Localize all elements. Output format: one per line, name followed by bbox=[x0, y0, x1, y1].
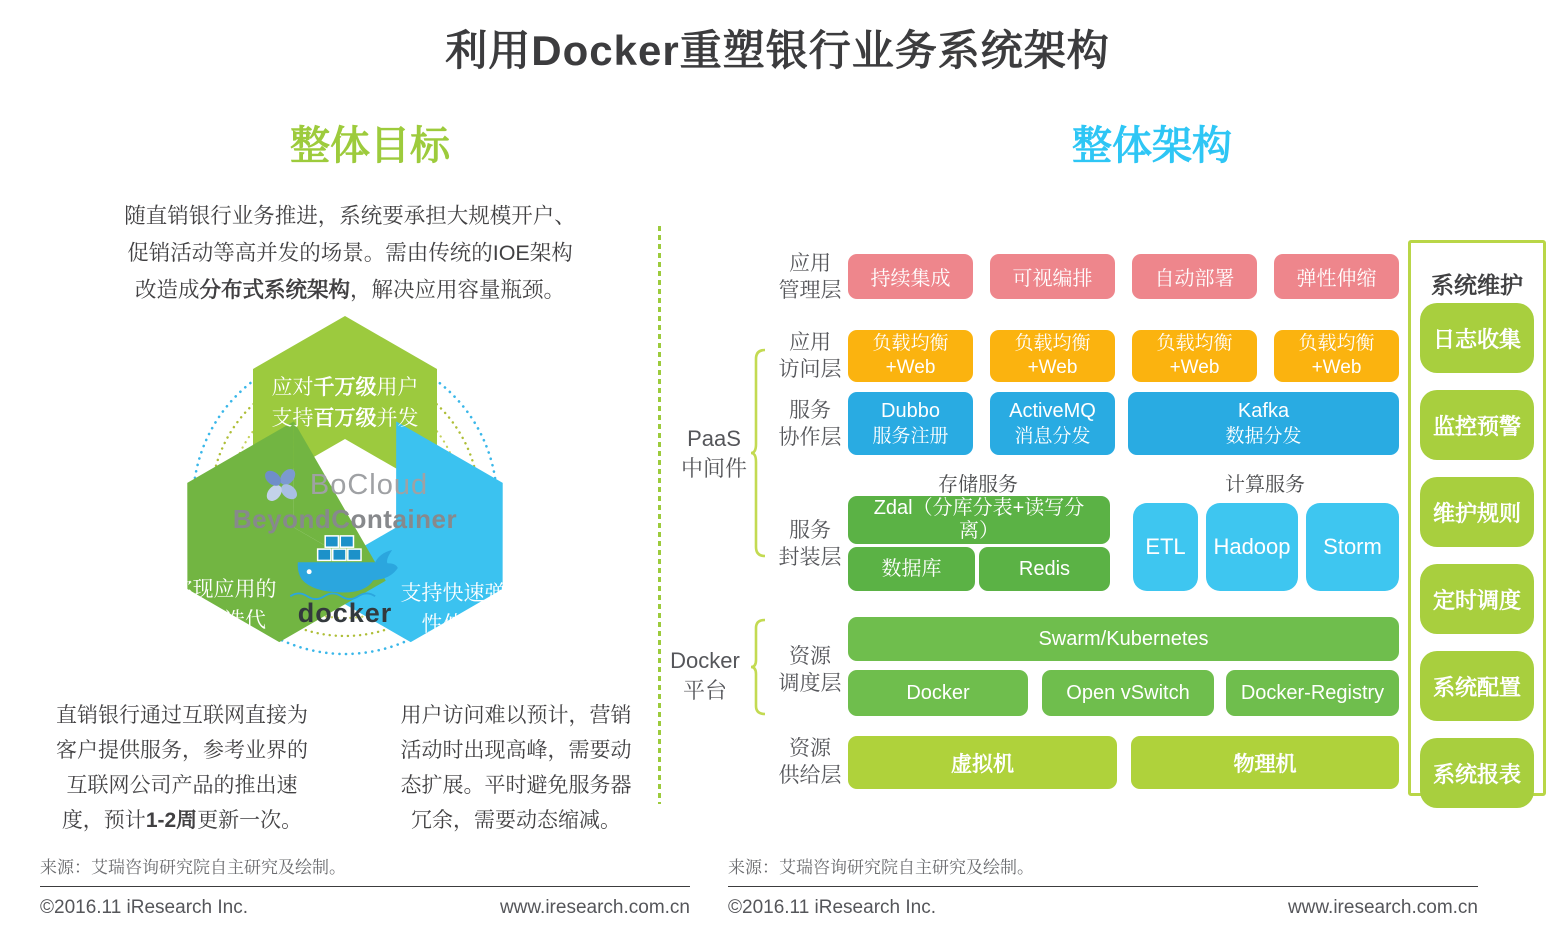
schedule-box-swarm: Swarm/Kubernetes bbox=[848, 617, 1399, 661]
site-url-right: www.iresearch.com.cn bbox=[1287, 897, 1478, 918]
footer-rule-right bbox=[728, 886, 1478, 887]
maintenance-box-rules: 维护规则 bbox=[1420, 477, 1534, 547]
docker-platform-bracket-label: Docker 平台 bbox=[670, 648, 740, 703]
maintenance-box-report: 系统报表 bbox=[1420, 738, 1534, 808]
beyondcontainer-logo-text: BeyondContainer bbox=[232, 504, 458, 534]
hex-bottom-right-label: 支持快速弹 性伸缩 bbox=[400, 582, 506, 636]
footer-right bbox=[728, 897, 1478, 919]
access-box-4: 负载均衡 +Web bbox=[1274, 330, 1399, 382]
intro-line-3: 改造成分布式系统架构，解决应用容量瓶颈。 bbox=[134, 278, 566, 302]
layer-label-encap: 服务 封装层 bbox=[778, 519, 842, 569]
maintenance-box-cron: 定时调度 bbox=[1420, 564, 1534, 634]
schedule-box-docker: Docker bbox=[848, 670, 1028, 716]
compute-box-storm: Storm bbox=[1306, 503, 1399, 591]
bocloud-logo bbox=[225, 466, 465, 504]
paas-bracket bbox=[750, 348, 766, 558]
compute-box-hadoop: Hadoop bbox=[1206, 503, 1298, 591]
trefoil-diagram bbox=[145, 306, 545, 666]
docker-whale-icon bbox=[287, 534, 403, 600]
footer-rule-left bbox=[40, 886, 690, 887]
encap-box-zdal: Zdal（分库分表+读写分离） bbox=[848, 496, 1110, 544]
system-maintenance-title: 系统维护 bbox=[1431, 272, 1523, 298]
goal-paragraph-2: 用户访问难以预计，营销 活动时出现高峰，需要动 态扩展。平时避免服务器 冗余，需要动态缩减。 bbox=[400, 704, 632, 832]
schedule-box-openvswitch: Open vSwitch bbox=[1042, 670, 1214, 716]
bocloud-clover-icon bbox=[262, 466, 300, 504]
mgmt-box-scale: 弹性伸缩 bbox=[1274, 254, 1399, 299]
maintenance-box-config: 系统配置 bbox=[1420, 651, 1534, 721]
encap-box-redis: Redis bbox=[979, 547, 1110, 591]
copyright-left: ©2016.11 iResearch Inc. bbox=[40, 897, 248, 918]
intro-paragraph bbox=[50, 198, 650, 309]
hex-top-label: 应对千万级用户 支持百万级并发 bbox=[271, 376, 419, 430]
access-box-1: 负载均衡 +Web bbox=[848, 330, 973, 382]
source-note-left: 来源：艾瑞咨询研究院自主研究及绘制。 bbox=[40, 858, 346, 877]
left-section-heading: 整体目标 bbox=[290, 124, 450, 168]
access-box-2: 负载均衡 +Web bbox=[990, 330, 1115, 382]
layer-label-mgmt: 应用 管理层 bbox=[778, 252, 842, 302]
page-title: 利用Docker重塑银行业务系统架构 bbox=[445, 27, 1110, 74]
encap-box-db: 数据库 bbox=[848, 547, 975, 591]
layer-label-schedule: 资源 调度层 bbox=[778, 645, 842, 695]
copyright-right: ©2016.11 iResearch Inc. bbox=[728, 897, 936, 918]
supply-box-physical: 物理机 bbox=[1131, 736, 1399, 789]
compute-box-etl: ETL bbox=[1133, 503, 1198, 591]
mgmt-box-ci: 持续集成 bbox=[848, 254, 973, 299]
layer-label-coop: 服务 协作层 bbox=[778, 399, 842, 449]
right-section-heading: 整体架构 bbox=[1072, 124, 1232, 168]
storage-service-header: 存储服务 bbox=[938, 474, 1018, 496]
coop-box-dubbo: Dubbo 服务注册 bbox=[848, 392, 973, 455]
hex-bottom-left-label: 实现应用的 快速迭代 bbox=[171, 578, 277, 632]
column-divider bbox=[658, 226, 661, 804]
system-maintenance-panel bbox=[1408, 240, 1546, 796]
paas-bracket-label: PaaS 中间件 bbox=[680, 426, 747, 481]
intro-line-2: 促销活动等高并发的场景。需由传统的IOE架构 bbox=[127, 241, 573, 265]
site-url-left: www.iresearch.com.cn bbox=[499, 897, 690, 918]
maintenance-box-monitor: 监控预警 bbox=[1420, 390, 1534, 460]
supply-box-vm: 虚拟机 bbox=[848, 736, 1117, 789]
bocloud-logo-text: BoCloud bbox=[309, 468, 429, 501]
layer-label-supply: 资源 供给层 bbox=[778, 737, 842, 787]
compute-service-header: 计算服务 bbox=[1225, 474, 1305, 496]
docker-wordmark: docker bbox=[297, 598, 393, 628]
mgmt-box-visual: 可视编排 bbox=[990, 254, 1115, 299]
footer-left bbox=[40, 897, 690, 919]
schedule-box-registry: Docker-Registry bbox=[1226, 670, 1399, 716]
docker-platform-bracket bbox=[750, 618, 766, 716]
source-note-right: 来源：艾瑞咨询研究院自主研究及绘制。 bbox=[728, 858, 1034, 877]
coop-box-activemq: ActiveMQ 消息分发 bbox=[990, 392, 1115, 455]
access-box-3: 负载均衡 +Web bbox=[1132, 330, 1257, 382]
maintenance-box-logs: 日志收集 bbox=[1420, 303, 1534, 373]
mgmt-box-deploy: 自动部署 bbox=[1132, 254, 1257, 299]
coop-box-kafka: Kafka 数据分发 bbox=[1128, 392, 1399, 455]
intro-line-1: 随直销银行业务推进，系统要承担大规模开户、 bbox=[124, 204, 576, 228]
goal-paragraph-1: 直销银行通过互联网直接为 客户提供服务，参考业界的 互联网公司产品的推出速 度，预计1-2周更新一次。 bbox=[56, 704, 308, 832]
layer-label-access: 应用 访问层 bbox=[778, 331, 842, 381]
